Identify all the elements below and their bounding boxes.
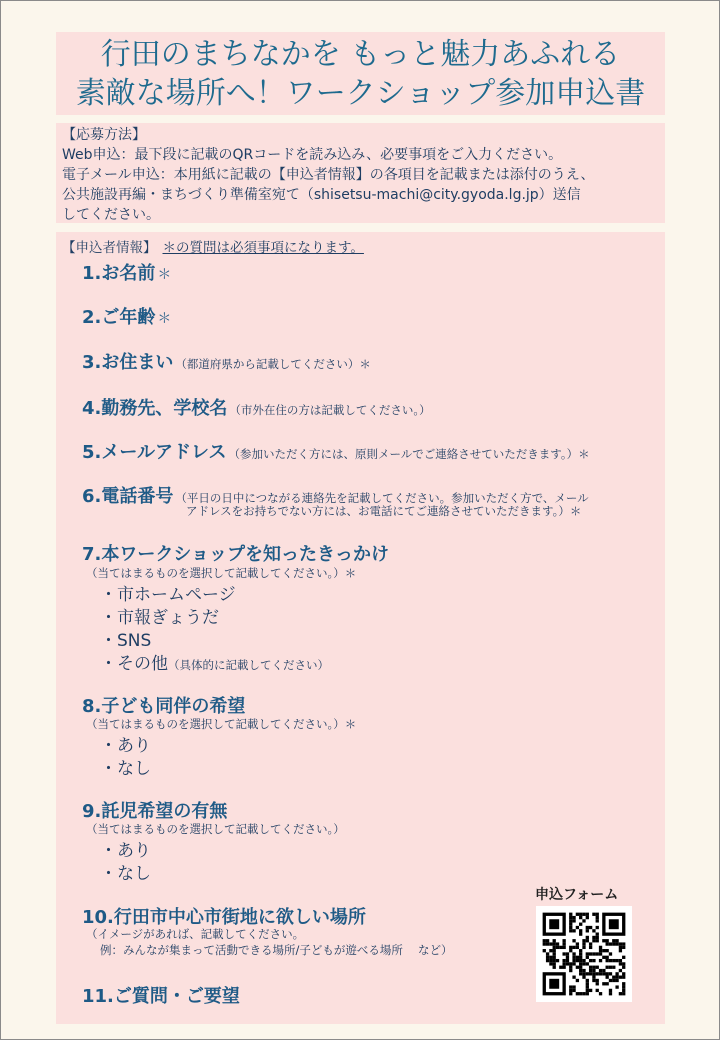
field-workplace-label: 4.勤務先、学校名 — [82, 398, 228, 419]
field-desired-place-note: （イメージがあれば、記載してください。 — [86, 927, 305, 941]
field-name[interactable] — [82, 259, 171, 285]
field-email-note: （参加いただく方には、原則メールでご連絡させていただきます。）＊ — [228, 447, 590, 461]
field-workplace[interactable] — [82, 394, 431, 420]
title-banner — [56, 32, 665, 115]
field-age-label: 2.ご年齢 — [82, 307, 156, 328]
required-note: ＊の質問は必須事項になります。 — [162, 240, 364, 256]
title-line-1: 行田のまちなかを もっと魅力あふれる — [100, 37, 621, 72]
field-email[interactable] — [82, 438, 590, 464]
qr-label: 申込フォーム — [535, 887, 619, 903]
option-child-no[interactable]: ・なし — [100, 759, 151, 779]
option-other-label: ・その他 — [100, 654, 168, 674]
title-line-2: 素敵な場所へ！ワークショップ参加申込書 — [75, 76, 646, 111]
method-line: 公共施設再編・まちづくり準備室宛て（shisetsu-machi@city.gyoda.lg.jp）送信 — [62, 187, 581, 203]
field-child-accompany[interactable] — [82, 692, 245, 718]
field-name-label: 1.お名前 — [82, 263, 156, 284]
field-phone-note: （平日の日中につながる連絡先を記載してください。参加いただく方で、メール — [175, 491, 589, 505]
option-sns[interactable]: ・SNS — [100, 631, 152, 651]
field-address[interactable] — [82, 348, 371, 374]
method-line: してください。 — [62, 207, 160, 223]
field-child-accompany-note: （当てはまるものを選択して記載してください。）＊ — [86, 717, 357, 731]
field-questions-label: 11.ご質問・ご要望 — [82, 986, 240, 1007]
application-method-section — [56, 123, 665, 223]
option-other[interactable] — [100, 649, 329, 674]
field-childcare-label: 9.託児希望の有無 — [82, 801, 228, 822]
qr-code[interactable] — [536, 906, 632, 1002]
applicant-heading — [62, 236, 364, 256]
field-child-accompany-label: 8.子ども同伴の希望 — [82, 696, 246, 717]
option-city-newsletter[interactable]: ・市報ぎょうだ — [100, 608, 219, 628]
option-childcare-no[interactable]: ・なし — [100, 864, 151, 884]
field-questions[interactable] — [82, 982, 240, 1008]
field-phone-note-cont: アドレスをお持ちでない方には、お電話にてご連絡させていただきます。）＊ — [186, 504, 582, 518]
field-childcare[interactable] — [82, 797, 227, 823]
field-childcare-note: （当てはまるものを選択して記載してください。） — [86, 822, 345, 836]
field-source[interactable] — [82, 540, 389, 566]
option-other-note: （具体的に記載してください） — [168, 658, 329, 672]
field-desired-place-label: 10.行田市中心市街地に欲しい場所 — [82, 907, 366, 928]
field-source-label: 7.本ワークショップを知ったきっかけ — [82, 544, 390, 565]
field-email-label: 5.メールアドレス — [82, 442, 227, 463]
field-workplace-note: （市外在住の方は記載してください。） — [229, 403, 431, 417]
method-heading: 【応募方法】 — [62, 127, 146, 143]
method-line: 電子メール申込：本用紙に記載の【申込者情報】の各項目を記載または添付のうえ、 — [62, 167, 595, 183]
required-mark: ＊ — [157, 267, 172, 283]
applicant-heading-label: 【申込者情報】 — [62, 240, 157, 256]
option-city-homepage[interactable]: ・市ホームページ — [100, 585, 236, 605]
field-age[interactable] — [82, 303, 171, 329]
field-address-note: （都道府県から記載してください）＊ — [175, 357, 371, 371]
field-desired-place-example: 例：みんなが集まって活動できる場所/子どもが遊べる場所 など） — [100, 943, 453, 957]
field-source-note: （当てはまるものを選択して記載してください。）＊ — [86, 566, 357, 580]
required-mark: ＊ — [157, 311, 172, 327]
method-line: Web申込：最下段に記載のQRコードを読み込み、必要事項をご入力ください。 — [62, 147, 563, 163]
field-address-label: 3.お住まい — [82, 352, 174, 373]
option-child-yes[interactable]: ・あり — [100, 736, 151, 756]
field-phone-label: 6.電話番号 — [82, 486, 174, 507]
option-childcare-yes[interactable]: ・あり — [100, 841, 151, 861]
